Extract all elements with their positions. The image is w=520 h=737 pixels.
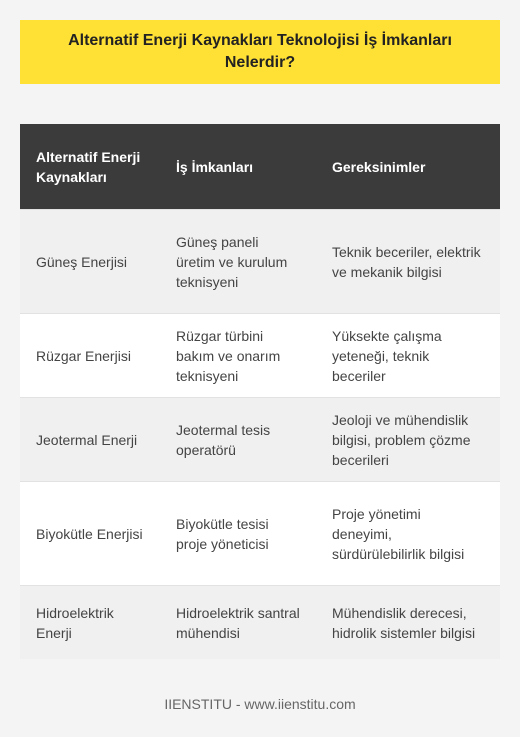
header-requirements: Gereksinimler xyxy=(316,124,500,210)
cell-energy-source: Jeotermal Enerji xyxy=(20,398,160,482)
cell-requirements: Proje yönetimi deneyimi, sürdürülebilirlik bilgisi xyxy=(316,482,500,586)
cell-energy-source: Rüzgar Enerjisi xyxy=(20,314,160,398)
cell-job: Jeotermal tesis operatörü xyxy=(160,398,316,482)
cell-job: Rüzgar türbini bakım ve onarım teknisyeni xyxy=(160,314,316,398)
table-row xyxy=(20,210,500,314)
table-row xyxy=(20,482,500,586)
header-job-opportunities: İş İmkanları xyxy=(160,124,316,210)
cell-requirements: Yüksekte çalışma yeteneği, teknik beceriler xyxy=(316,314,500,398)
footer-watermark: IIENSTITU - www.iienstitu.com xyxy=(164,696,356,712)
energy-jobs-table xyxy=(20,124,500,659)
table-row xyxy=(20,314,500,398)
cell-requirements: Jeoloji ve mühendislik bilgisi, problem çözme becerileri xyxy=(316,398,500,482)
table-row xyxy=(20,398,500,482)
cell-job: Biyokütle tesisi proje yöneticisi xyxy=(160,482,316,586)
cell-energy-source: Güneş Enerjisi xyxy=(20,210,160,314)
cell-job: Güneş paneli üretim ve kurulum teknisyeni xyxy=(160,210,316,314)
cell-energy-source: Hidroelektrik Enerji xyxy=(20,586,160,660)
page-title: Alternatif Enerji Kaynakları Teknolojisi İş İmkanları Nelerdir? xyxy=(68,32,452,71)
table-row xyxy=(20,586,500,660)
header-energy-source: Alternatif Enerji Kaynakları xyxy=(20,124,160,210)
title-banner xyxy=(20,20,500,84)
table-header-row xyxy=(20,124,500,210)
cell-requirements: Teknik beceriler, elektrik ve mekanik bilgisi xyxy=(316,210,500,314)
cell-requirements: Mühendislik derecesi, hidrolik sistemler bilgisi xyxy=(316,586,500,660)
cell-job: Hidroelektrik santral mühendisi xyxy=(160,586,316,660)
cell-energy-source: Biyokütle Enerjisi xyxy=(20,482,160,586)
